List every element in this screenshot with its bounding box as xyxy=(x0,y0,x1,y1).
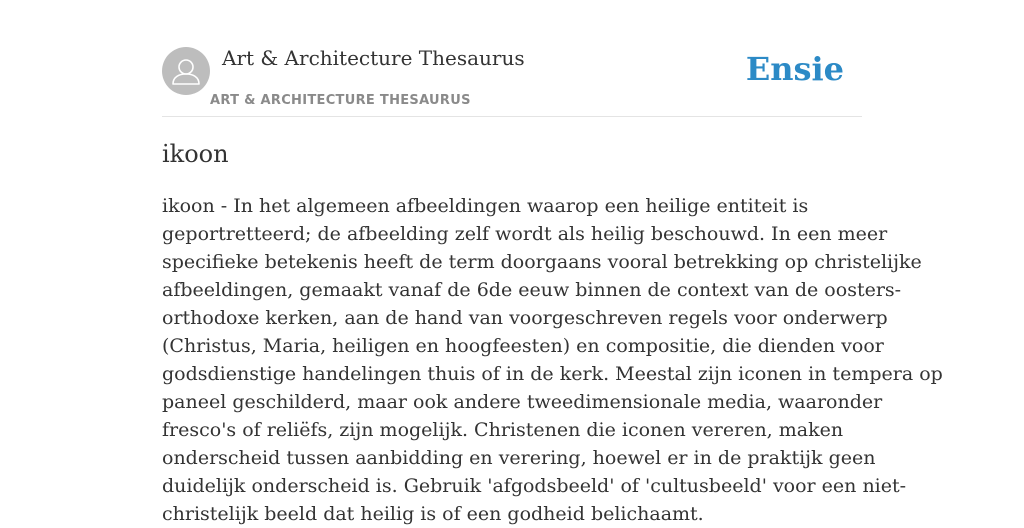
article-body-line: paneel geschilderd, maar ook andere tweedimensionale media, waaronder xyxy=(162,391,883,413)
user-silhouette-icon xyxy=(162,47,210,95)
article-body-line: fresco's of reliëfs, zijn mogelijk. Christenen die iconen vereren, maken xyxy=(162,419,844,441)
ensie-logo[interactable]: Ensie xyxy=(745,50,844,88)
article-body-line: onderscheid tussen aanbidding en verering, hoewel er in de praktijk geen xyxy=(162,447,876,469)
author-avatar[interactable] xyxy=(162,47,210,95)
article-title: ikoon xyxy=(162,140,229,168)
article-body xyxy=(162,192,943,528)
author-name[interactable]: Art & Architecture Thesaurus xyxy=(222,46,525,70)
article-body-line: specifieke betekenis heeft de term doorgaans vooral betrekking op christelijke xyxy=(162,251,922,273)
article-body-line: ikoon - In het algemeen afbeeldingen waarop een heilige entiteit is xyxy=(162,195,809,217)
article-body-line: christelijk beeld dat heilig is of een godheid belichaamt. xyxy=(162,503,704,525)
article-body-line: afbeeldingen, gemaakt vanaf de 6de eeuw binnen de context van de oosters- xyxy=(162,279,902,301)
article-header xyxy=(162,0,862,117)
article-body-line: godsdienstige handelingen thuis of in de kerk. Meestal zijn iconen in tempera op xyxy=(162,363,943,385)
article-body-line: geportretteerd; de afbeelding zelf wordt als heilig beschouwd. In een meer xyxy=(162,223,888,245)
author-source-label[interactable]: ART & ARCHITECTURE THESAURUS xyxy=(210,93,471,108)
article-body-line: (Christus, Maria, heiligen en hoogfeesten) en compositie, die dienden voor xyxy=(162,335,884,357)
article-body-line: duidelijk onderscheid is. Gebruik 'afgodsbeeld' of 'cultusbeeld' voor een niet- xyxy=(162,475,907,497)
article-body-line: orthodoxe kerken, aan de hand van voorgeschreven regels voor onderwerp xyxy=(162,307,888,329)
